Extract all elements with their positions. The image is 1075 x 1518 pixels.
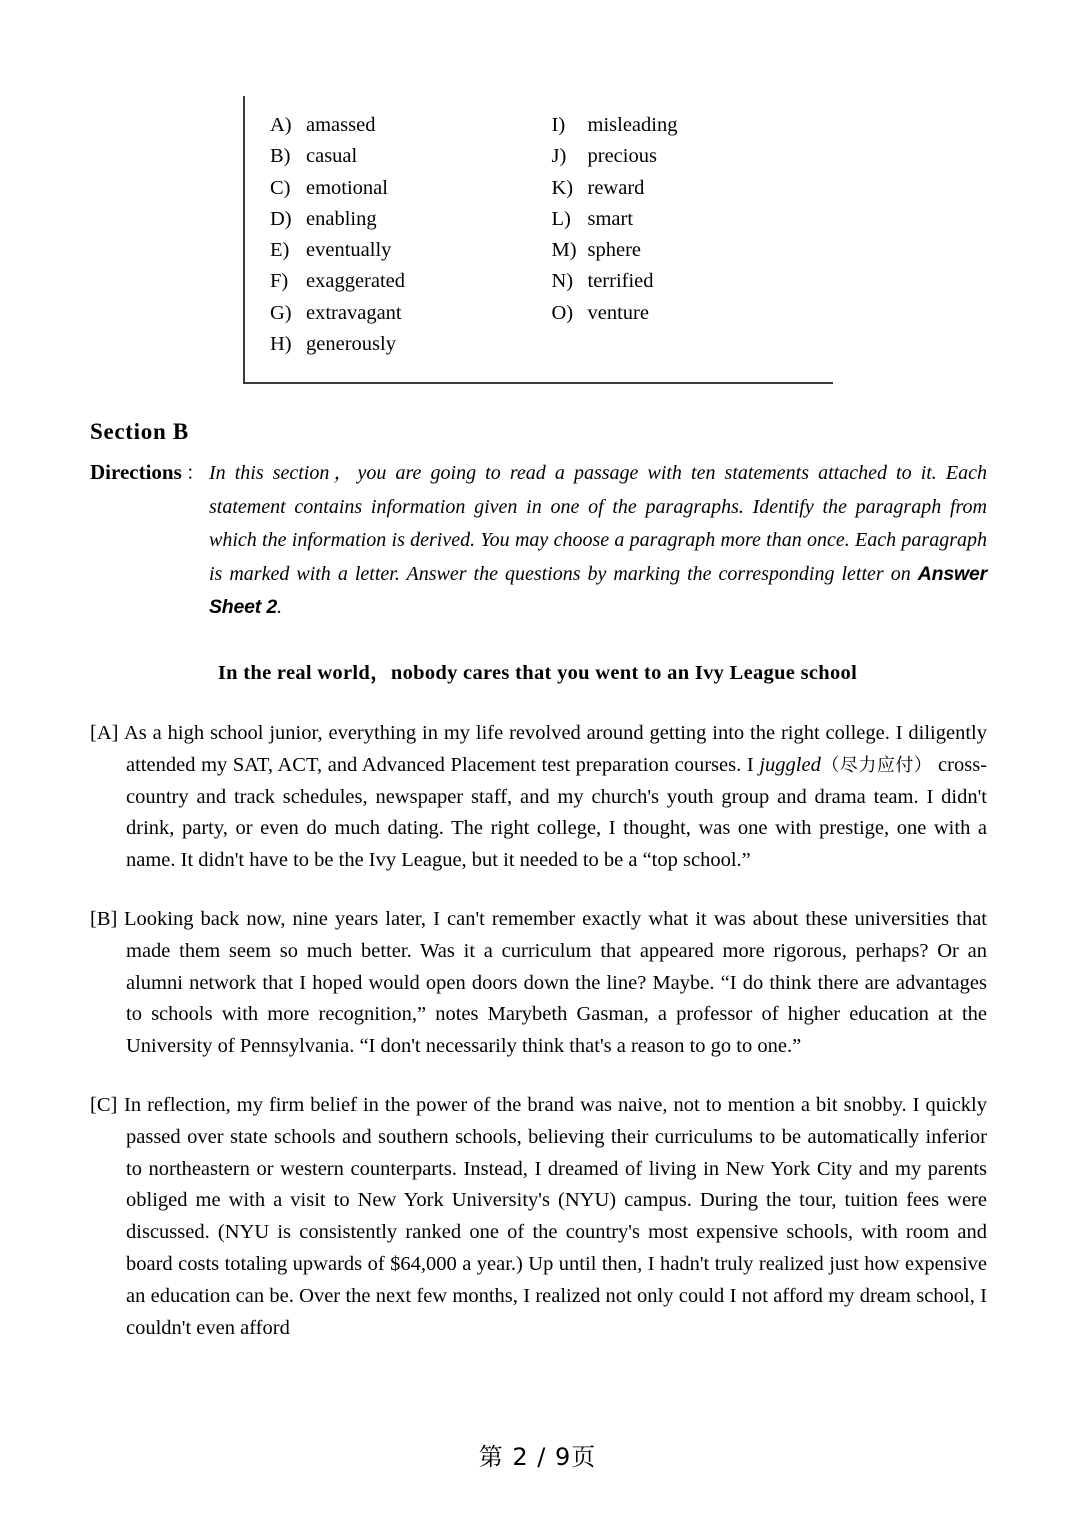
option-word: exaggerated xyxy=(306,270,406,293)
word-bank-option[interactable] xyxy=(270,266,552,297)
option-letter: N) xyxy=(551,270,574,293)
section-heading: Section B xyxy=(90,419,189,444)
word-bank-option[interactable] xyxy=(270,110,552,141)
directions-label: Directions xyxy=(90,460,182,484)
option-letter: K) xyxy=(551,176,574,199)
word-bank-columns xyxy=(245,110,833,360)
option-letter: D) xyxy=(270,207,292,230)
directions-text xyxy=(90,456,987,625)
option-word: eventually xyxy=(306,239,392,262)
option-word: smart xyxy=(587,207,634,230)
option-letter: G) xyxy=(270,301,292,324)
word-bank-option[interactable] xyxy=(270,204,552,235)
word-bank-option[interactable] xyxy=(270,141,552,172)
option-letter: O) xyxy=(551,301,574,324)
option-letter: B) xyxy=(270,145,291,168)
paragraph-marker: [A] xyxy=(90,722,119,744)
option-letter: A) xyxy=(270,114,292,136)
option-word: enabling xyxy=(306,207,377,230)
paragraph-marker: [C] xyxy=(90,1093,118,1116)
option-letter: H) xyxy=(270,333,292,356)
option-word: extravagant xyxy=(306,301,402,324)
option-word: amassed xyxy=(306,114,376,136)
word-bank-option[interactable] xyxy=(552,235,834,266)
word-bank-option[interactable] xyxy=(270,235,552,266)
directions-colon: ： xyxy=(181,463,209,484)
word-bank-option[interactable] xyxy=(552,298,834,329)
option-word: terrified xyxy=(587,270,654,293)
option-letter: F) xyxy=(270,270,289,293)
paragraph-text: Looking back now, nine years later, I can't remember exactly what it was about these universities that made them seem so much better. Was it a curriculum that appeared more rigorous, perhaps? Or an alumni network that I hoped would open doors down the line? Maybe. “I do think there are advantages to schools with more recognition,” notes Marybeth Gasman, a professor of higher education at the University of Pennsylvania. “I don't necessarily think that's a reason to go to one.” xyxy=(124,907,987,1058)
word-bank-option[interactable] xyxy=(270,329,552,360)
word-bank-option[interactable] xyxy=(552,110,834,141)
word-bank-option[interactable] xyxy=(552,141,834,172)
option-letter: I) xyxy=(551,114,566,136)
option-word: venture xyxy=(587,301,649,324)
passage-paragraph-b xyxy=(90,904,987,1063)
option-word: reward xyxy=(587,176,645,199)
option-word: casual xyxy=(306,145,358,168)
option-word: generously xyxy=(306,333,396,356)
paragraph-text: As a high school junior, everything in my life revolved around getting into the right college. I diligently attended my SAT, ACT, and Advanced Placement test preparation courses. I xyxy=(124,722,987,776)
paragraph-text: In reflection, my firm belief in the power of the brand was naive, not to mention a bit snobby. I quickly passed over state schools and southern schools, believing their curriculums to be automatically inferior to northeastern or western counterparts. Instead, I dreamed of living in New York City and my parents obliged me with a visit to New York University's (NYU) campus. During the tour, tuition fees were discussed. (NYU is consistently ranked one of the country's most expensive schools, with room and board costs totaling upwards of $64,000 a year.) Up until then, I hadn't truly realized just how expensive an education can be. Over the next few months, I realized not only could I not afford my dream school, I couldn't even afford xyxy=(124,1093,987,1339)
word-bank-option[interactable] xyxy=(552,204,834,235)
directions-block xyxy=(90,456,987,625)
word-bank-option[interactable] xyxy=(552,266,834,297)
option-word: precious xyxy=(587,145,657,168)
word-bank-left-column xyxy=(270,110,552,360)
word-bank-option[interactable] xyxy=(552,173,834,204)
word-bank-option[interactable] xyxy=(270,173,552,204)
paragraph-italic-term: juggled xyxy=(759,753,821,776)
paragraph-marker: [B] xyxy=(90,907,118,930)
page-footer: 第 2 / 9页 xyxy=(478,1443,597,1471)
option-letter: L) xyxy=(551,207,571,230)
passage-paragraph-c xyxy=(90,1090,987,1344)
option-letter: J) xyxy=(551,145,567,168)
option-word: misleading xyxy=(587,114,678,136)
answer-sheet-reference: Answer Sheet 2 xyxy=(209,562,987,618)
option-word: sphere xyxy=(587,239,642,262)
option-letter: E) xyxy=(270,239,290,262)
passage-body xyxy=(90,718,987,1371)
directions-trailing-period: . xyxy=(276,596,282,618)
word-bank-option[interactable] xyxy=(270,298,552,329)
word-bank-right-column xyxy=(552,110,834,360)
word-bank-box xyxy=(243,96,833,384)
option-letter: C) xyxy=(270,176,291,199)
passage-title: In the real world，nobody cares that you went to an Ivy League school xyxy=(217,662,858,684)
option-letter: M) xyxy=(551,239,577,262)
passage-paragraph-a xyxy=(90,718,987,877)
paragraph-chinese-gloss: （尽力应付） xyxy=(820,754,933,776)
option-word: emotional xyxy=(306,176,388,199)
paragraph-text-continued: cross-country and track schedules, newspaper staff, and my church's youth group and drama team. I didn't drink, party, or even do much dating. The right college, I thought, was one with prestige, one with a name. It didn't have to be the Ivy League, but it needed to be a “top school.” xyxy=(126,753,988,872)
directions-body-text: In this section，you are going to read a passage with ten statements attached to it. Each statement contains information given in one of the paragraphs. Identify the paragraph from which the information is derived. You may choose a paragraph more than once. Each paragraph is marked with a letter. Answer the questions by marking the corresponding letter on xyxy=(208,462,987,585)
